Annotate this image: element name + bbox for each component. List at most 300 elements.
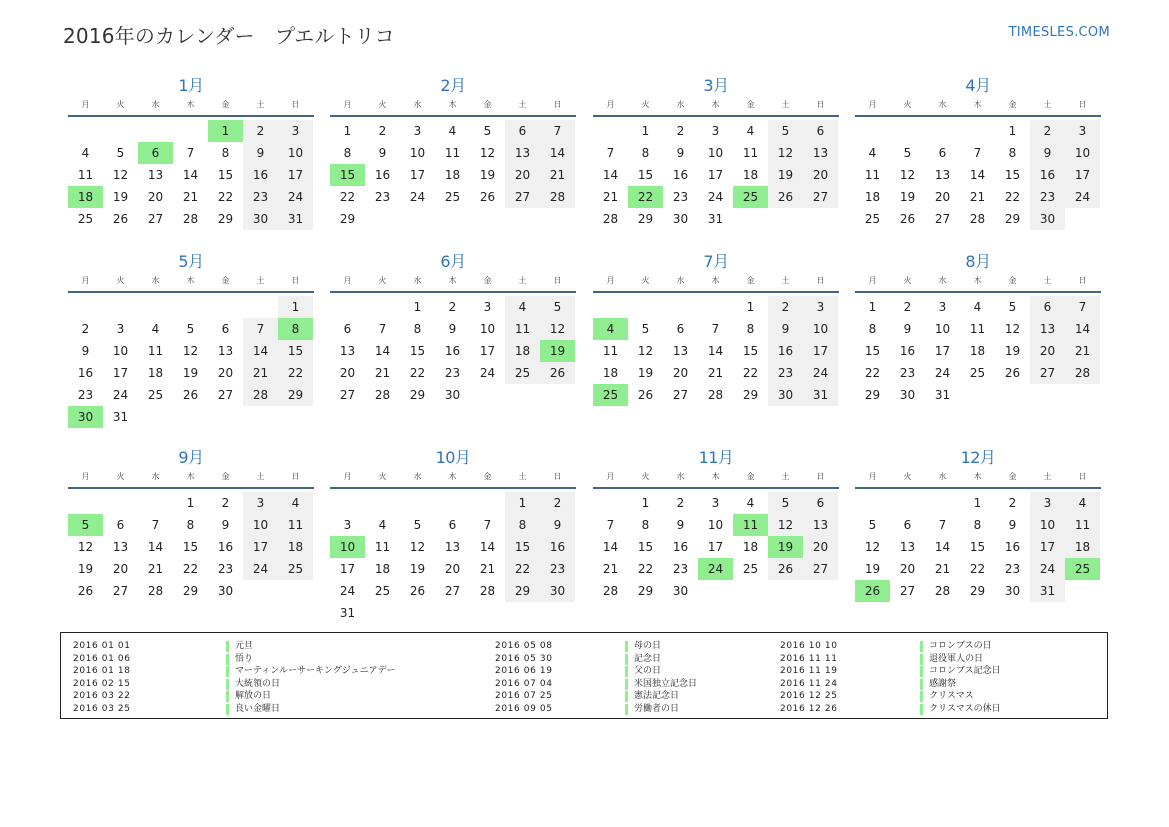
empty-cell	[173, 406, 208, 428]
day-cell: 2	[81, 322, 90, 336]
holiday-day-cell: 11	[733, 514, 768, 536]
empty-cell	[208, 406, 243, 428]
day-cell: 6	[803, 492, 838, 514]
weekday-label: 土	[518, 276, 527, 285]
holiday-day-cell: 19	[768, 536, 803, 558]
weekday-label: 水	[413, 472, 422, 481]
day-cell: 14	[707, 344, 724, 358]
day-cell: 9	[448, 322, 457, 336]
day-cell: 23	[1004, 562, 1021, 576]
day-cell: 17	[479, 344, 496, 358]
day-cell: 28	[602, 584, 619, 598]
day-cell: 5	[903, 146, 912, 160]
day-cell: 25	[278, 558, 313, 580]
day-cell: 7	[483, 518, 492, 532]
day-cell: 8	[1008, 146, 1017, 160]
day-cell: 26	[899, 212, 916, 226]
day-cell: 22	[637, 562, 654, 576]
day-cell: 29	[1004, 212, 1021, 226]
holiday-day-cell: 30	[68, 406, 103, 428]
day-cell: 14	[969, 168, 986, 182]
weekday-label: 水	[938, 472, 947, 481]
holiday-day-cell: 10	[330, 536, 365, 558]
holiday-row	[73, 703, 373, 716]
weekday-label: 月	[606, 100, 615, 109]
day-cell: 29	[637, 212, 654, 226]
weekday-header	[68, 470, 314, 486]
holiday-row	[780, 678, 1080, 691]
weekday-label: 火	[116, 276, 125, 285]
day-cell: 24	[112, 388, 129, 402]
holiday-date: 2016 10 10	[780, 641, 838, 651]
day-cell: 18	[147, 366, 164, 380]
day-cell: 15	[217, 168, 234, 182]
day-cell: 9	[221, 518, 230, 532]
month-9	[68, 446, 314, 602]
holiday-day-cell: 25	[593, 384, 628, 406]
month-title: 2月	[440, 76, 466, 95]
day-cell: 20	[803, 164, 838, 186]
day-cell: 24	[1065, 186, 1100, 208]
holiday-name: 米国独立記念日	[625, 679, 697, 690]
day-cell: 12	[409, 540, 426, 554]
weekday-label: 火	[378, 100, 387, 109]
day-cell: 7	[1065, 296, 1100, 318]
header-rule	[330, 115, 576, 117]
week-row	[68, 186, 314, 208]
day-cell: 16	[672, 168, 689, 182]
holiday-date: 2016 02 15	[73, 678, 131, 689]
day-cell: 7	[711, 322, 720, 336]
holiday-date: 2016 05 08	[495, 641, 553, 651]
week-row	[68, 120, 314, 142]
weekday-label: 日	[1078, 100, 1087, 109]
week-row	[330, 536, 576, 558]
day-cell: 4	[868, 146, 877, 160]
empty-cell	[733, 208, 768, 230]
week-row	[68, 142, 314, 164]
holiday-row	[780, 703, 1080, 716]
empty-cell	[470, 208, 505, 230]
empty-cell	[470, 602, 505, 624]
day-cell: 28	[182, 212, 199, 226]
day-cell: 5	[768, 120, 803, 142]
day-cell: 7	[378, 322, 387, 336]
day-cell: 22	[864, 366, 881, 380]
day-cell: 29	[742, 388, 759, 402]
header-rule	[593, 487, 839, 489]
weekday-label: 月	[606, 276, 615, 285]
weekday-label: 火	[378, 472, 387, 481]
empty-cell	[995, 384, 1030, 406]
empty-cell	[278, 580, 313, 602]
day-cell: 2	[676, 496, 685, 510]
weekday-label: 木	[973, 472, 982, 481]
weekday-label: 金	[1008, 276, 1017, 285]
week-row	[855, 296, 1101, 318]
day-cell: 24	[803, 362, 838, 384]
day-cell: 10	[112, 344, 129, 358]
month-title: 12月	[960, 448, 996, 467]
day-cell: 28	[479, 584, 496, 598]
day-cell: 1	[1008, 124, 1017, 138]
weekday-label: 水	[151, 100, 160, 109]
header-rule	[855, 115, 1101, 117]
day-cell: 8	[746, 322, 755, 336]
weekday-label: 日	[553, 472, 562, 481]
header-rule	[68, 291, 314, 293]
empty-cell	[960, 384, 995, 406]
day-cell: 4	[448, 124, 457, 138]
weekday-label: 火	[641, 276, 650, 285]
weekday-header	[855, 274, 1101, 290]
day-cell: 16	[768, 340, 803, 362]
weekday-label: 土	[1043, 472, 1052, 481]
day-cell: 20	[112, 562, 129, 576]
weekday-header	[330, 98, 576, 114]
weekday-label: 木	[186, 276, 195, 285]
empty-cell	[698, 580, 733, 602]
week-row	[330, 558, 576, 580]
day-cell: 27	[505, 186, 540, 208]
header-rule	[330, 487, 576, 489]
weekday-label: 金	[1008, 100, 1017, 109]
month-title: 7月	[703, 252, 729, 271]
holiday-name: 憲法記念日	[625, 691, 679, 702]
weekday-label: 金	[746, 100, 755, 109]
day-cell: 12	[864, 540, 881, 554]
day-cell: 3	[1065, 120, 1100, 142]
day-cell: 21	[602, 190, 619, 204]
day-cell: 30	[768, 384, 803, 406]
day-cell: 28	[243, 384, 278, 406]
day-cell: 31	[339, 606, 356, 620]
week-row	[855, 186, 1101, 208]
day-cell: 20	[505, 164, 540, 186]
day-cell: 20	[444, 562, 461, 576]
day-cell: 11	[278, 514, 313, 536]
day-cell: 29	[217, 212, 234, 226]
day-cell: 29	[637, 584, 654, 598]
month-6	[330, 250, 576, 406]
month-8	[855, 250, 1101, 406]
day-cell: 13	[339, 344, 356, 358]
day-cell: 22	[278, 362, 313, 384]
day-cell: 5	[116, 146, 125, 160]
weekday-label: 日	[553, 100, 562, 109]
day-cell: 21	[182, 190, 199, 204]
day-cell: 19	[77, 562, 94, 576]
day-cell: 24	[278, 186, 313, 208]
day-cell: 15	[637, 168, 654, 182]
day-cell: 13	[444, 540, 461, 554]
holiday-name: 元旦	[226, 641, 253, 652]
day-cell: 13	[803, 514, 838, 536]
holiday-date: 2016 09 05	[495, 703, 553, 714]
day-cell: 15	[505, 536, 540, 558]
week-row	[855, 492, 1101, 514]
week-row	[593, 208, 839, 230]
week-row	[855, 208, 1101, 230]
holiday-name: 労働者の日	[625, 704, 679, 715]
weekday-label: 月	[343, 472, 352, 481]
day-cell: 9	[81, 344, 90, 358]
empty-cell	[505, 602, 540, 624]
empty-cell	[890, 492, 925, 514]
weekday-header	[593, 470, 839, 486]
day-cell: 5	[641, 322, 650, 336]
empty-cell	[138, 120, 173, 142]
day-cell: 23	[444, 366, 461, 380]
day-cell: 14	[540, 142, 575, 164]
week-row	[593, 318, 839, 340]
day-cell: 6	[448, 518, 457, 532]
weekday-label: 木	[186, 100, 195, 109]
day-cell: 31	[707, 212, 724, 226]
day-cell: 16	[672, 540, 689, 554]
day-cell: 19	[112, 190, 129, 204]
day-cell: 14	[147, 540, 164, 554]
day-cell: 17	[1065, 164, 1100, 186]
empty-cell	[68, 492, 103, 514]
weekday-label: 金	[483, 276, 492, 285]
weekday-label: 木	[448, 472, 457, 481]
day-cell: 11	[969, 322, 986, 336]
day-cell: 23	[243, 186, 278, 208]
empty-cell	[400, 208, 435, 230]
holiday-name: コロンブス記念日	[920, 666, 1001, 677]
weekday-label: 土	[781, 100, 790, 109]
weekday-label: 水	[676, 100, 685, 109]
day-cell: 9	[1008, 518, 1017, 532]
week-row	[68, 536, 314, 558]
day-cell: 14	[182, 168, 199, 182]
day-cell: 18	[374, 562, 391, 576]
week-row	[330, 580, 576, 602]
day-cell: 9	[243, 142, 278, 164]
empty-cell	[593, 492, 628, 514]
holiday-name: マーティンルーサーキングジュニアデー	[226, 666, 396, 677]
day-cell: 16	[899, 344, 916, 358]
weekday-label: 土	[1043, 276, 1052, 285]
weekday-label: 土	[256, 276, 265, 285]
day-cell: 8	[641, 518, 650, 532]
week-row	[593, 186, 839, 208]
day-cell: 8	[221, 146, 230, 160]
week-row	[68, 340, 314, 362]
empty-cell	[243, 406, 278, 428]
empty-cell	[803, 580, 838, 602]
day-cell: 28	[602, 212, 619, 226]
holiday-row	[780, 653, 1080, 666]
weekday-label: 水	[413, 100, 422, 109]
month-title: 10月	[435, 448, 471, 467]
weekday-header	[330, 470, 576, 486]
weekday-label: 水	[676, 472, 685, 481]
day-cell: 4	[746, 496, 755, 510]
day-cell: 28	[969, 212, 986, 226]
day-cell: 17	[339, 562, 356, 576]
day-cell: 22	[339, 190, 356, 204]
day-cell: 10	[934, 322, 951, 336]
day-cell: 21	[147, 562, 164, 576]
day-cell: 13	[899, 540, 916, 554]
day-cell: 15	[864, 344, 881, 358]
holiday-date: 2016 01 06	[73, 653, 131, 664]
week-row	[855, 536, 1101, 558]
day-cell: 20	[899, 562, 916, 576]
week-row	[330, 296, 576, 318]
day-cell: 27	[1030, 362, 1065, 384]
empty-cell	[540, 384, 575, 406]
day-cell: 20	[672, 366, 689, 380]
empty-cell	[855, 492, 890, 514]
day-cell: 24	[479, 366, 496, 380]
week-row	[330, 120, 576, 142]
holiday-name: 大統領の日	[226, 679, 280, 690]
holiday-day-cell: 5	[68, 514, 103, 536]
month-1	[68, 74, 314, 230]
day-cell: 25	[969, 366, 986, 380]
day-cell: 27	[899, 584, 916, 598]
empty-cell	[663, 296, 698, 318]
week-row	[68, 514, 314, 536]
page-title: 2016年のカレンダー プエルトリコ	[63, 24, 395, 48]
day-cell: 29	[864, 388, 881, 402]
holiday-date: 2016 11 24	[780, 678, 838, 689]
site-label[interactable]: TIMESLES.COM	[1008, 25, 1110, 40]
day-cell: 16	[243, 164, 278, 186]
day-cell: 27	[803, 186, 838, 208]
day-cell: 31	[112, 410, 129, 424]
weekday-label: 火	[378, 276, 387, 285]
week-row	[330, 602, 576, 624]
weekday-header	[330, 274, 576, 290]
day-cell: 21	[1065, 340, 1100, 362]
day-cell: 26	[768, 558, 803, 580]
day-cell: 1	[343, 124, 352, 138]
day-cell: 25	[444, 190, 461, 204]
day-cell: 7	[606, 518, 615, 532]
day-cell: 10	[479, 322, 496, 336]
day-cell: 10	[1065, 142, 1100, 164]
day-cell: 10	[278, 142, 313, 164]
day-cell: 10	[803, 318, 838, 340]
holiday-name: クリスマスの休日	[920, 704, 1001, 715]
empty-cell	[103, 492, 138, 514]
holiday-row	[495, 640, 795, 653]
empty-cell	[768, 580, 803, 602]
day-cell: 31	[934, 388, 951, 402]
day-cell: 12	[479, 146, 496, 160]
day-cell: 14	[934, 540, 951, 554]
day-cell: 20	[147, 190, 164, 204]
weekday-label: 水	[151, 276, 160, 285]
day-cell: 14	[1065, 318, 1100, 340]
weekday-label: 月	[81, 100, 90, 109]
day-cell: 18	[444, 168, 461, 182]
holiday-date: 2016 03 25	[73, 703, 131, 714]
week-row	[593, 340, 839, 362]
day-cell: 12	[637, 344, 654, 358]
empty-cell	[925, 492, 960, 514]
day-cell: 27	[803, 558, 838, 580]
day-cell: 2	[768, 296, 803, 318]
weekday-label: 水	[938, 276, 947, 285]
holiday-column	[73, 640, 396, 715]
day-cell: 13	[217, 344, 234, 358]
day-cell: 12	[540, 318, 575, 340]
day-cell: 21	[707, 366, 724, 380]
day-cell: 3	[278, 120, 313, 142]
week-row	[855, 340, 1101, 362]
weekday-label: 日	[291, 472, 300, 481]
empty-cell	[365, 492, 400, 514]
day-cell: 3	[803, 296, 838, 318]
day-cell: 26	[409, 584, 426, 598]
day-cell: 3	[1030, 492, 1065, 514]
day-cell: 30	[1030, 208, 1065, 230]
empty-cell	[330, 296, 365, 318]
day-cell: 15	[1004, 168, 1021, 182]
holiday-name: 退役軍人の日	[920, 654, 983, 665]
day-cell: 12	[899, 168, 916, 182]
empty-cell	[1065, 384, 1100, 406]
header-rule	[593, 115, 839, 117]
week-row	[68, 492, 314, 514]
weekday-label: 月	[343, 276, 352, 285]
day-cell: 31	[1030, 580, 1065, 602]
day-cell: 26	[540, 362, 575, 384]
day-cell: 30	[672, 584, 689, 598]
day-cell: 28	[934, 584, 951, 598]
day-cell: 30	[217, 584, 234, 598]
empty-cell	[243, 580, 278, 602]
day-cell: 2	[378, 124, 387, 138]
day-cell: 18	[742, 540, 759, 554]
day-cell: 17	[707, 540, 724, 554]
day-cell: 9	[768, 318, 803, 340]
weekday-label: 日	[1078, 472, 1087, 481]
day-cell: 23	[1030, 186, 1065, 208]
weekday-label: 木	[973, 100, 982, 109]
day-cell: 3	[711, 124, 720, 138]
day-cell: 1	[641, 496, 650, 510]
day-cell: 22	[409, 366, 426, 380]
day-cell: 23	[540, 558, 575, 580]
weekday-label: 金	[221, 472, 230, 481]
day-cell: 10	[1030, 514, 1065, 536]
day-cell: 9	[903, 322, 912, 336]
day-cell: 1	[973, 496, 982, 510]
empty-cell	[435, 602, 470, 624]
empty-cell	[365, 296, 400, 318]
day-cell: 7	[540, 120, 575, 142]
day-cell: 18	[278, 536, 313, 558]
weekday-label: 水	[676, 276, 685, 285]
day-cell: 16	[1004, 540, 1021, 554]
week-row	[593, 362, 839, 384]
week-row	[593, 296, 839, 318]
day-cell: 3	[116, 322, 125, 336]
empty-cell	[1065, 580, 1100, 602]
day-cell: 27	[112, 584, 129, 598]
day-cell: 16	[217, 540, 234, 554]
week-row	[330, 384, 576, 406]
empty-cell	[925, 120, 960, 142]
day-cell: 8	[868, 322, 877, 336]
holiday-row	[495, 653, 795, 666]
